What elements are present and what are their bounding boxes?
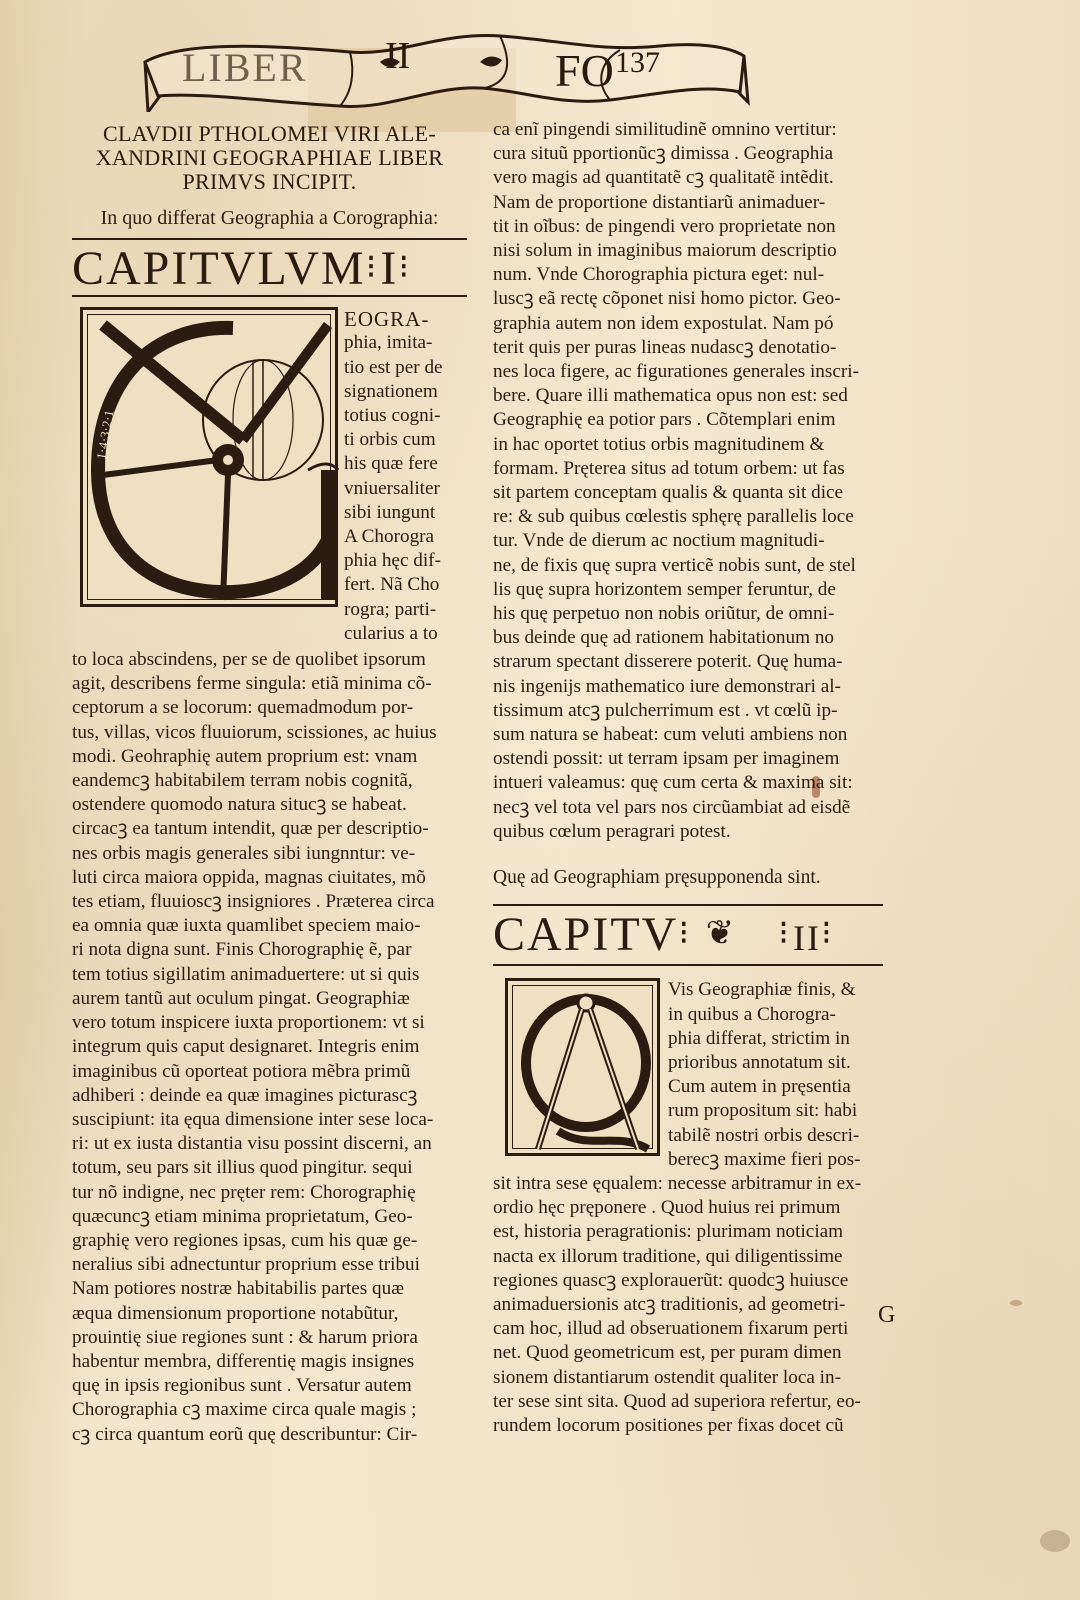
running-head-folio-label: FO	[555, 45, 614, 96]
text-line: Geographię ea potior pars . Cõtemplari enim	[493, 409, 836, 431]
chapter-heading-text: CAPITV	[493, 908, 679, 962]
text-line: vero totum inspicere iuxta proportionem: vt si	[72, 1012, 425, 1034]
text-line: adhiberi : deinde ea quæ imagines picturascꝫ	[72, 1084, 418, 1106]
text-line: totius cogni-	[344, 405, 441, 427]
text-line: his quæ fere	[344, 453, 438, 475]
text-line: re: & sub quibus cœlestis sphęrę parallelis loce	[493, 506, 854, 528]
text-line: Vis Geographiæ finis, &	[668, 979, 856, 1001]
text-line: sionem distantiarum ostendit qualiter loca in-	[493, 1366, 841, 1388]
paper-stain	[1040, 1530, 1070, 1552]
text-line: formam. Pręterea situs ad totum orbem: ut fas	[493, 457, 845, 479]
text-line: ri: ut ex iusta distantia visu possint discerni, an	[72, 1133, 432, 1155]
text-line: berecꝫ maxime fieri pos-	[668, 1148, 861, 1170]
text-line: strarum spectant disserere poterit. Quę huma-	[493, 651, 843, 673]
text-line: aurem tantũ aut oculum pingat. Geographiæ	[72, 987, 410, 1009]
text-line: ostendere quomodo natura situcꝫ se habeat.	[72, 794, 407, 816]
text-line: imaginibus cũ oporteat potiora mẽbra primũ	[72, 1060, 411, 1082]
text-line: tus, villas, vicos fluuiorum, scissiones, ac huius	[72, 721, 437, 743]
ornament-icon: ⁝	[398, 249, 414, 287]
compass-globe-initial-icon	[83, 310, 341, 610]
text-line: sit intra sese ęqualem: necesse arbitramur in ex-	[493, 1172, 862, 1194]
text-line: to loca abscindens, per se de quolibet ipsorum	[72, 649, 426, 671]
paper-stain	[1010, 1300, 1022, 1306]
text-line: ter sese sint sita. Quod ad superiora refertur, eo-	[493, 1390, 861, 1412]
chapter-number: I	[380, 242, 399, 296]
right-column	[493, 118, 883, 1438]
compass-initial-icon	[508, 981, 663, 1159]
text-line: tit in oĩbus: de pingendi vero proprietate non	[493, 215, 836, 237]
left-column	[72, 122, 467, 1447]
text-line: ri nota digna sunt. Finis Chorographię ẽ, par	[72, 939, 412, 961]
text-line: nis ingenijs mathematico iure demonstrari al-	[493, 675, 841, 697]
text-line: sibi iungunt	[344, 501, 436, 523]
text-line: luti circa maiora oppida, magnas ciuitates, mõ	[72, 866, 426, 888]
text-line: tur. Vnde de dierum ac noctium magnitudi-	[493, 530, 825, 552]
chapter-subtitle: In quo differat Geographia a Corographia:	[100, 207, 439, 229]
svg-text:1·4·3·2·1: 1·4·3·2·1	[93, 409, 117, 461]
text-line: cularius a to	[344, 622, 438, 644]
text-line: vero magis ad quantitatẽ cꝫ qualitatẽ intẽdit.	[493, 167, 834, 189]
chapter-number: II	[792, 918, 821, 959]
ornament-icon: ⁝	[820, 915, 836, 953]
running-head-banner	[140, 22, 750, 112]
text-line: ea omnia quæ iuxta quamlibet speciem maio-	[72, 915, 421, 937]
text-line: nisi solum in imaginibus maiorum descriptio	[493, 240, 837, 262]
text-line: æqua dimensionum proportione notabũtur,	[72, 1302, 399, 1324]
text-line: rum propositum sit: habi	[668, 1100, 858, 1122]
text-line: graphia autem non idem expostulat. Nam pó	[493, 312, 834, 334]
woodcut-initial-g	[80, 307, 338, 607]
text-line: habentur membra, differentię magis insignes	[72, 1350, 415, 1372]
text-line: tissimum atcꝫ pulcherrimum est . vt cœlũ ip-	[493, 699, 838, 721]
text-line: ti orbis cum	[344, 429, 436, 451]
right-body-text	[493, 118, 883, 844]
text-line: his quę perpetuo non nobis oriũtur, de omni-	[493, 603, 835, 625]
text-line: regiones quascꝫ explorauerũt: quodcꝫ huiusce	[493, 1269, 849, 1291]
initial-paragraph	[72, 297, 467, 646]
text-line: phia hęc dif-	[344, 550, 441, 572]
right-body-text-2	[493, 1172, 883, 1438]
text-line: tio est per de	[344, 356, 443, 378]
text-line: num. Vnde Chorographia pictura eget: nul-	[493, 264, 825, 286]
book-title	[72, 122, 467, 194]
text-line: luscꝫ eã rectę cõponet nisi homo pictor. Geo-	[493, 288, 841, 310]
text-line: Chorographia cꝫ maxime circa quale magis ;	[72, 1399, 417, 1421]
text-line: modi. Geohraphię autem proprium est: vnam	[72, 745, 418, 767]
text-line: neralius sibi adnectuntur proprium esse tribui	[72, 1254, 420, 1276]
text-line: rundem locorum positiones per fixas docet cũ	[493, 1414, 844, 1436]
text-line: vniuersaliter	[344, 477, 440, 499]
text-line: integrum quis caput designaret. Integris enim	[72, 1036, 420, 1058]
text-line: ca enĩ pingendi similitudinẽ omnino vertitur:	[493, 119, 837, 140]
signature-mark: G	[878, 1302, 896, 1328]
woodcut-initial-q	[505, 978, 660, 1156]
text-line: nes loca figere, ac figurationes generales inscri-	[493, 361, 859, 383]
text-line: bus deinde quę ad rationem habitationum no	[493, 627, 835, 649]
left-body-text	[72, 648, 467, 1447]
text-line: cura situũ pportionũcꝫ dimissa . Geographia	[493, 143, 834, 165]
text-line: fert. Nã Cho	[344, 574, 440, 596]
text-line: Cum autem in pręsentia	[668, 1076, 851, 1098]
text-line: A Chorogra	[344, 526, 435, 548]
text-line: EOGRA-	[344, 307, 430, 332]
text-line: sum natura se habeat: cum veluti ambiens non	[493, 724, 848, 746]
text-line: prioribus annotatum sit.	[668, 1051, 851, 1073]
text-line: tur nõ indigne, nec pręter rem: Chorographię	[72, 1181, 416, 1203]
text-line: suscipiunt: ita ęqua dimensione inter sese loca-	[72, 1108, 434, 1130]
text-line: intueri valeamus: quę cum certa & maxima sit:	[493, 772, 853, 794]
text-line: lis quę supra horizontem semper feruntur, de	[493, 578, 836, 600]
text-line: necꝫ vel tota vel pars nos circũambiat ad eisdẽ	[493, 796, 851, 818]
text-line: Nam de proportione distantiarũ animaduer-	[493, 191, 826, 213]
running-head-book-number: II	[385, 35, 411, 77]
text-line: graphię vero regiones ipsas, cum his quæ ge-	[72, 1229, 418, 1251]
text-line: ne, de fixis quę supra verticẽ nobis sunt, de stel	[493, 554, 856, 576]
text-line: quæcuncꝫ etiam minima proprietatum, Geo-	[72, 1205, 413, 1227]
ornament-icon: ⁝ ❦	[678, 915, 739, 953]
title-line: XANDRINI GEOGRAPHIAE LIBER	[95, 145, 444, 170]
ornament-icon: ⁝	[365, 249, 381, 287]
text-line: sit partem conceptam qualis & quanta sit dice	[493, 482, 844, 504]
text-line: bere. Quare illi mathematica opus non est: sed	[493, 385, 848, 407]
text-line: phia, imita-	[344, 332, 433, 354]
text-line: agit, describens ferme singula: etiã minima cõ-	[72, 673, 432, 695]
text-line: net. Quod geometricum est, per puram dimen	[493, 1342, 842, 1364]
text-line: nes orbis magis generales sibi iungnntur: ve-	[72, 842, 416, 864]
title-line: PRIMVS INCIPIT.	[182, 169, 357, 194]
section-title: Quę ad Geographiam pręsupponenda sint.	[493, 867, 821, 889]
text-line: tem totius sigillatim animaduertere: ut si quis	[72, 963, 420, 985]
text-line: quibus cœlum peragrari potest.	[493, 820, 731, 842]
text-line: ordio hęc pręponere . Quod huius rei primum	[493, 1197, 841, 1219]
text-line: circacꝫ ea tantum intendit, quæ per descriptio-	[72, 818, 429, 840]
chapter-heading-1	[72, 238, 467, 297]
text-line: cam hoc, illud ad obseruationem fixarum perti	[493, 1318, 849, 1340]
chapter-heading-text: CAPITVLVM	[72, 242, 366, 296]
text-line: animaduersionis atcꝫ traditionis, ad geometri-	[493, 1293, 846, 1315]
text-line: cꝫ circa quantum eorũ quę describuntur: Cir-	[72, 1423, 418, 1445]
folio-number: 137	[615, 46, 660, 79]
text-line: est, historia peragrationis: plurimam noticiam	[493, 1221, 844, 1243]
text-line: nacta ex illorum traditione, qui diligentissime	[493, 1245, 843, 1267]
text-line: totum, seu pars sit illius quod pingitur. sequi	[72, 1157, 413, 1179]
running-head-liber: LIBER	[182, 45, 308, 90]
initial-paragraph-2	[493, 966, 883, 1172]
text-line: ceptorum a se locorum: quemadmodum por-	[72, 697, 414, 719]
text-line: terit quis per puras lineas nudascꝫ denotatio-	[493, 336, 837, 358]
text-line: tabilẽ nostri orbis descri-	[668, 1124, 860, 1146]
text-line: ostendi possit: ut terram ipsam per imaginem	[493, 748, 840, 770]
text-line: in quibus a Chorogra-	[668, 1003, 836, 1025]
text-line: in hac oportet totius orbis magnitudinem &	[493, 433, 825, 455]
text-line: eandemcꝫ habitabilem terram nobis cognitã,	[72, 770, 413, 792]
text-line: quę in ipsis regionibus sunt . Versatur autem	[72, 1375, 412, 1397]
text-line: signationem	[344, 380, 438, 402]
text-line: phia differat, strictim in	[668, 1027, 850, 1049]
text-line: tes etiam, fluuioscꝫ insigniores . Præterea circa	[72, 891, 435, 913]
text-line: prouintię siue regiones sunt : & harum priora	[72, 1326, 418, 1348]
text-line: Nam potiores nostræ habitabilis partes quæ	[72, 1278, 405, 1300]
ornament-icon: ⁝	[778, 915, 793, 953]
title-line: CLAVDII PTHOLOMEI VIRI ALE-	[103, 121, 436, 146]
chapter-heading-2	[493, 904, 883, 966]
text-line: rogra; parti-	[344, 598, 437, 620]
